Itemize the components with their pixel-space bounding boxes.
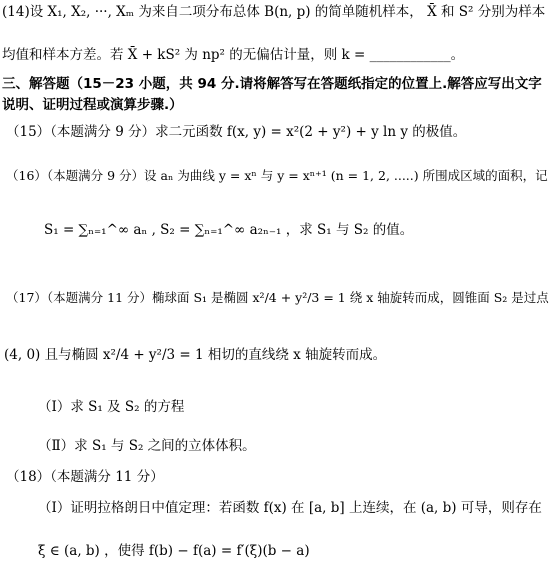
- question-17-line-1: （17）（本题满分 11 分）椭球面 S₁ 是椭圆 x²/4 + y²/3 = 1 绕 x 轴旋转而成，圆锥面 S₂ 是过点: [6, 290, 549, 305]
- question-17-part-2: （Ⅱ）求 S₁ 与 S₂ 之间的立体体积。: [38, 438, 256, 454]
- question-15: （15）（本题满分 9 分）求二元函数 f(x, y) = x²(2 + y²) + y ln y 的极值。: [6, 124, 467, 140]
- question-18-heading: （18）（本题满分 11 分）: [6, 469, 164, 485]
- question-16-line-1: （16）（本题满分 9 分）设 aₙ 为曲线 y = xⁿ 与 y = xⁿ⁺¹ (n = 1, 2, .....) 所围成区域的面积，记: [6, 168, 548, 183]
- question-14-line-1: (14)设 X₁, X₂, ···, Xₘ 为来自二项分布总体 B(n, p) 的简单随机样本， X̄ 和 S² 分别为样本: [2, 4, 546, 20]
- question-14-line-2: 均值和样本方差。若 X̄ + kS² 为 np² 的无偏估计量，则 k = ____________。: [2, 47, 465, 63]
- question-18-part-1: （Ⅰ）证明拉格朗日中值定理：若函数 f(x) 在 [a, b] 上连续，在 (a, b) 可导，则存在: [38, 500, 542, 516]
- section-3-heading-line-1: 三、解答题（15－23 小题，共 94 分.请将解答写在答题纸指定的位置上.解答应写出文字: [2, 76, 542, 92]
- question-17-line-2: (4, 0) 且与椭圆 x²/4 + y²/3 = 1 相切的直线绕 x 轴旋转而成。: [4, 347, 387, 363]
- question-17-part-1: （Ⅰ）求 S₁ 及 S₂ 的方程: [38, 399, 185, 415]
- question-16-sums: S₁ = ∑ₙ₌₁^∞ aₙ , S₂ = ∑ₙ₌₁^∞ a₂ₙ₋₁ ，求 S₁ 与 S₂ 的值。: [44, 222, 414, 238]
- question-18-part-1-formula: ξ ∈ (a, b) ，使得 f(b) − f(a) = f′(ξ)(b − a): [38, 543, 310, 559]
- section-3-heading-line-2: 说明、证明过程或演算步骤.）: [2, 97, 183, 113]
